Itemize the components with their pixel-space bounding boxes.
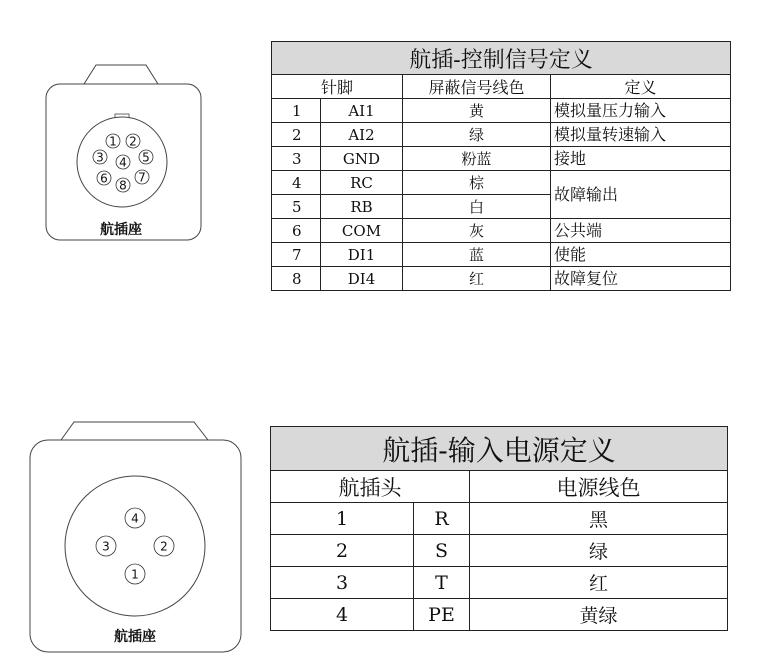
signal-definition: 公共端 — [551, 219, 731, 243]
signal-name: DI4 — [321, 267, 403, 291]
signal-name: GND — [321, 147, 403, 171]
pin-number: 3 — [272, 147, 321, 171]
pin-number: 4 — [272, 171, 321, 195]
wire-color: 粉蓝 — [403, 147, 551, 171]
table-row — [272, 123, 731, 147]
wire-color: 棕 — [403, 171, 551, 195]
svg-text:1: 1 — [109, 134, 117, 149]
wire-color: 红 — [403, 267, 551, 291]
table-row — [271, 535, 728, 567]
control-signal-table — [271, 41, 731, 291]
pin-number: 4 — [271, 599, 414, 631]
signal-name: DI1 — [321, 243, 403, 267]
power-connector-diagram — [0, 400, 260, 669]
svg-text:3: 3 — [102, 539, 110, 554]
svg-text:4: 4 — [131, 511, 139, 526]
svg-text:7: 7 — [138, 170, 146, 185]
svg-text:2: 2 — [160, 539, 168, 554]
phase-name: R — [414, 503, 470, 535]
phase-name: T — [414, 567, 470, 599]
wire-color: 白 — [403, 195, 551, 219]
table-row — [271, 599, 728, 631]
pin-number: 1 — [271, 503, 414, 535]
svg-text:8: 8 — [119, 178, 127, 193]
wire-color: 蓝 — [403, 243, 551, 267]
table-title: 航插-控制信号定义 — [272, 42, 731, 75]
phase-name: S — [414, 535, 470, 567]
table-row — [272, 219, 731, 243]
wire-color: 红 — [470, 567, 728, 599]
header-pin: 针脚 — [272, 75, 403, 99]
pin-4 — [116, 155, 130, 170]
signal-name: AI1 — [321, 99, 403, 123]
svg-text:4: 4 — [119, 155, 127, 170]
pin-number: 8 — [272, 267, 321, 291]
svg-text:6: 6 — [100, 171, 108, 186]
table-row — [271, 567, 728, 599]
pin-3 — [96, 536, 116, 556]
pin-number: 1 — [272, 99, 321, 123]
pin-5 — [139, 150, 153, 165]
wire-color: 黄绿 — [470, 599, 728, 631]
connector-face — [65, 476, 205, 616]
signal-definition: 使能 — [551, 243, 731, 267]
signal-definition: 模拟量转速输入 — [551, 123, 731, 147]
table-row — [272, 243, 731, 267]
table-row — [271, 503, 728, 535]
signal-name: RC — [321, 171, 403, 195]
table-row — [272, 171, 731, 195]
signal-definition: 接地 — [551, 147, 731, 171]
header-definition: 定义 — [551, 75, 731, 99]
svg-text:5: 5 — [142, 150, 150, 165]
pin-1 — [106, 134, 120, 149]
pin-6 — [97, 171, 111, 186]
signal-definition: 故障输出 — [551, 171, 731, 219]
pin-2 — [126, 134, 140, 149]
header-plug: 航插头 — [271, 471, 470, 503]
signal-name: COM — [321, 219, 403, 243]
pin-8 — [116, 178, 130, 193]
signal-name: AI2 — [321, 123, 403, 147]
pin-number: 2 — [271, 535, 414, 567]
signal-definition: 模拟量压力输入 — [551, 99, 731, 123]
power-input-table — [270, 426, 728, 631]
pin-number: 7 — [272, 243, 321, 267]
header-shield-wire-color: 屏蔽信号线色 — [403, 75, 551, 99]
pin-4 — [125, 508, 145, 528]
table-row — [272, 99, 731, 123]
pin-7 — [135, 170, 149, 185]
wire-color: 黑 — [470, 503, 728, 535]
table-row — [272, 147, 731, 171]
pin-number: 3 — [271, 567, 414, 599]
pin-2 — [154, 536, 174, 556]
signal-definition: 故障复位 — [551, 267, 731, 291]
svg-text:2: 2 — [129, 134, 137, 149]
pin-3 — [93, 150, 107, 165]
table-row — [272, 267, 731, 291]
connector-label: 航插座 — [114, 629, 156, 645]
wire-color: 绿 — [470, 535, 728, 567]
svg-text:1: 1 — [131, 567, 139, 582]
phase-name: PE — [414, 599, 470, 631]
wire-color: 灰 — [403, 219, 551, 243]
connector-key-tab — [61, 422, 208, 440]
header-power-wire-color: 电源线色 — [470, 471, 728, 503]
connector-label: 航插座 — [100, 222, 142, 238]
pin-number: 2 — [272, 123, 321, 147]
svg-text:3: 3 — [96, 150, 104, 165]
pin-number: 6 — [272, 219, 321, 243]
wire-color: 黄 — [403, 99, 551, 123]
wire-color: 绿 — [403, 123, 551, 147]
control-connector-diagram — [0, 0, 260, 260]
table-title: 航插-输入电源定义 — [271, 427, 728, 471]
signal-name: RB — [321, 195, 403, 219]
pin-1 — [125, 564, 145, 584]
pin-number: 5 — [272, 195, 321, 219]
connector-key-tab — [84, 65, 158, 84]
